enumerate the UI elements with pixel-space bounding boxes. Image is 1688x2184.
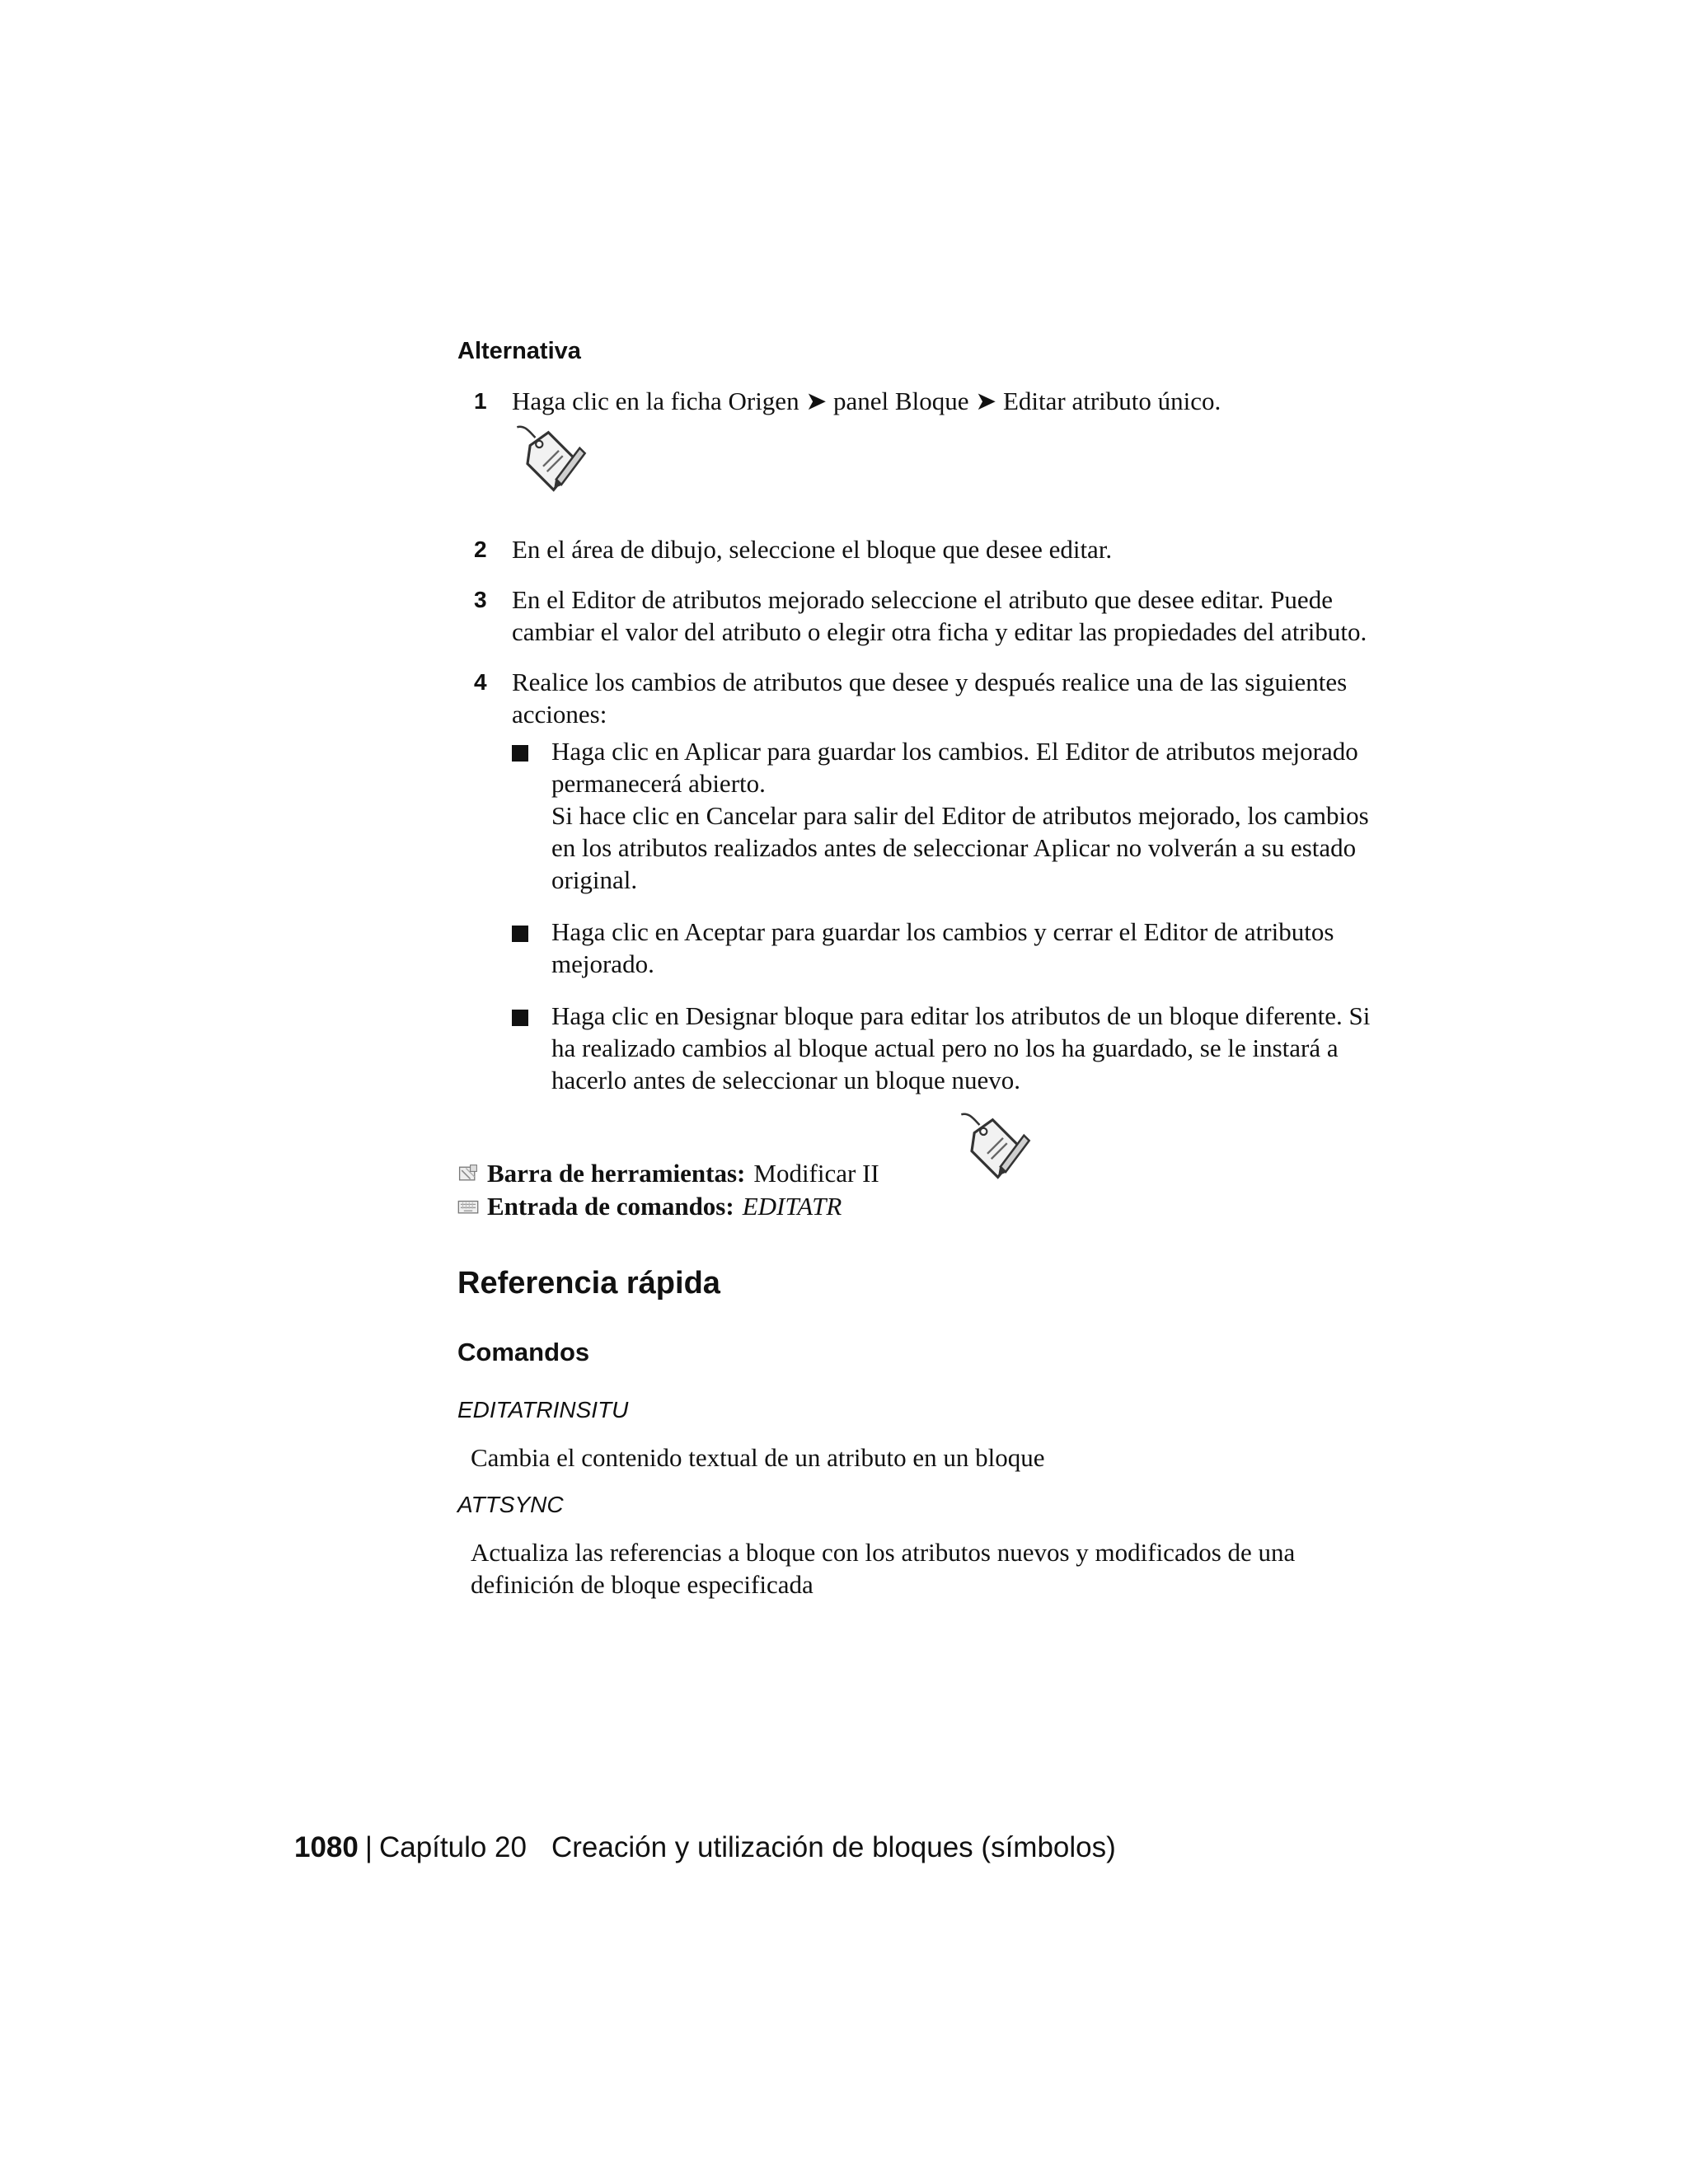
edit-attribute-tag-icon	[512, 422, 590, 500]
toolbar-icon	[457, 1163, 479, 1184]
page-footer	[294, 1831, 1116, 1864]
bullet-text: Haga clic en Aceptar para guardar los cambios y cerrar el Editor de atributos mejorado.	[551, 917, 1334, 978]
step-number: 1	[474, 388, 487, 414]
command-description: Actualiza las referencias a bloque con los atributos nuevos y modificados de una definición de bloque especificada	[471, 1538, 1296, 1599]
command-description: Cambia el contenido textual de un atributo en un bloque	[471, 1443, 1045, 1472]
bullet-square-icon	[512, 1000, 551, 1032]
access-methods	[457, 1157, 1389, 1223]
step-text: Realice los cambios de atributos que desee y después realice una de las siguientes acciones:	[512, 668, 1348, 729]
keyboard-icon	[457, 1196, 479, 1217]
toolbar-access	[457, 1157, 1389, 1190]
section-label: Alternativa	[457, 338, 581, 364]
bullet-square-icon	[512, 916, 551, 948]
step-4	[457, 666, 1389, 1116]
bullet-text: Haga clic en Aplicar para guardar los cambios. El Editor de atributos mejorado permanecerá abierto.	[551, 737, 1358, 798]
step-number: 3	[474, 587, 487, 612]
bullet-square-icon	[512, 735, 551, 767]
toolbar-label: Barra de herramientas:	[487, 1159, 746, 1188]
bullet-note: Si hace clic en Cancelar para salir del Editor de atributos mejorado, los cambios en los atributos realizados antes de seleccionar Aplicar no volverán a su estado original.	[551, 801, 1369, 894]
command-label: Entrada de comandos:	[487, 1192, 734, 1221]
bullet-item	[512, 735, 1389, 896]
step-number: 2	[474, 537, 487, 562]
step-text: En el Editor de atributos mejorado seleccione el atributo que desee editar. Puede cambiar el valor del atributo o elegir otra ficha y editar las propiedades del atributo.	[512, 585, 1367, 646]
chapter-label: Capítulo 20	[378, 1831, 527, 1863]
chapter-title: Creación y utilización de bloques (símbolos)	[551, 1831, 1116, 1863]
page-content	[457, 338, 1389, 1619]
step-1	[457, 385, 1389, 515]
footer-separator: |	[364, 1831, 373, 1863]
quick-reference-heading: Referencia rápida	[457, 1266, 720, 1301]
command-value: EDITATR	[742, 1192, 842, 1221]
step-text: Haga clic en la ficha Origen ➤ panel Bloque ➤ Editar atributo único.	[512, 387, 1221, 415]
commands-heading: Comandos	[457, 1338, 590, 1366]
bullet-item	[512, 916, 1389, 980]
step-3	[457, 583, 1389, 648]
bullet-list	[512, 735, 1389, 1096]
step-2	[457, 533, 1389, 565]
bullet-text: Haga clic en Designar bloque para editar los atributos de un bloque diferente. Si ha realizado cambios al bloque actual pero no los ha guardado, se le instará a hacerlo antes de seleccionar un bloque nuevo.	[551, 1001, 1371, 1094]
command-name: EDITATRINSITU	[457, 1397, 629, 1422]
command-access	[457, 1190, 1389, 1223]
step-number: 4	[474, 669, 487, 695]
bullet-item	[512, 1000, 1389, 1096]
command-name: ATTSYNC	[457, 1492, 564, 1517]
step-text: En el área de dibujo, seleccione el bloque que desee editar.	[512, 535, 1113, 564]
toolbar-value: Modificar II	[753, 1159, 879, 1188]
page-number: 1080	[294, 1831, 359, 1863]
edit-attribute-tag-icon	[956, 1109, 1034, 1188]
